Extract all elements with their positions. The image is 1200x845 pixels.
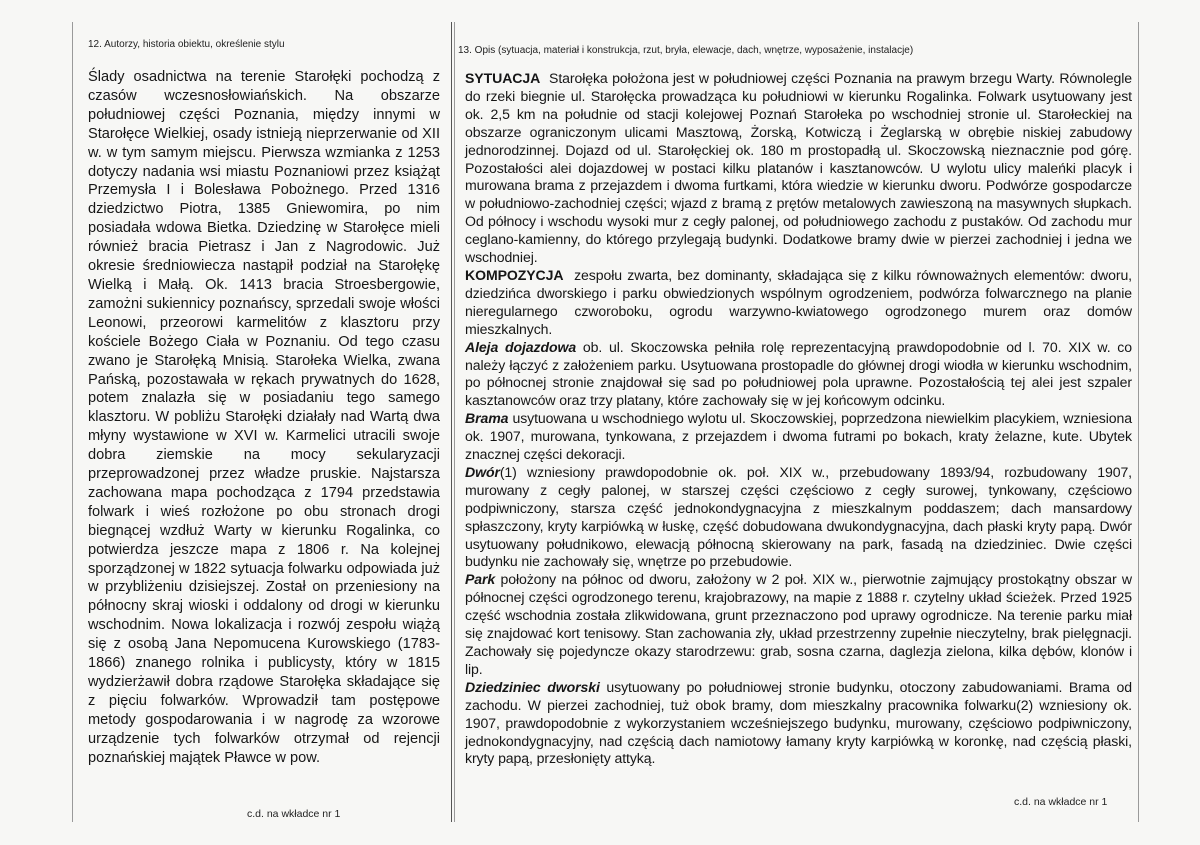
left-section-header: 12. Autorzy, historia obiektu, określenie stylu xyxy=(88,39,285,50)
section-text: zespołu zwarta, bez dominanty, składająca się z kilku równoważnych elementów: dworu, dziedzińca dworskiego i parku obwiedzionych wspólnym ogrodzeniem, podwórza folwarcznego na planie nieregularnego czworoboku, ogrodu warzywno-kwiatowego ogrodzonego murem oraz domów mieszkalnych. xyxy=(465,266,1133,337)
column-divider xyxy=(451,22,452,822)
section-park xyxy=(465,571,1132,678)
history-column xyxy=(88,68,440,768)
section-label: Brama xyxy=(465,410,509,427)
section-label: Aleja dojazdowa xyxy=(465,338,577,355)
left-continuation-note: c.d. na wkładce nr 1 xyxy=(247,808,341,820)
history-text: Ślady osadnictwa na terenie Starołęki pochodzą z czasów wczesnosłowiańskich. Na obszarze południowej części Poznania, między innymi w Starołęce Wielkiej, osady istnieją nieprzerwanie od XII w. w tym samym miejscu. Pierwsza wzmianka z 1253 dotyczy nadania wsi miastu Poznaniowi przez książąt Przemysła I i Bolesława Pobożnego. Przed 1316 dziedzictwo Piotra, 1385 Gniewomira, po nim posiadała wdowa Bietka. Dziedzinę w Starołęce mieli również bracia Pietrasz i Jan z Nagrodowic. Już okresie średniowiecza nastąpił podział na Starołękę Wielką i Małą. Ok. 1413 bracia Stroesbergowie, zamożni sukiennicy poznańscy, sprzedali swoje włości Leonowi, przeorowi karmelitów z klasztoru przy kościele Bożego Ciała w Poznaniu. Od tego czasu zwano je Starołęką Mnisią. Starołeka Wielka, zwana Pańską, pozostawała w rękach prywatnych do 1628, potem znalazła się w posiadaniu tego samego klasztoru. W pobliżu Starołęki działały nad Wartą dwa młyny wystawione w XVI w. Karmelici utracili swoje dobra ziemskie na mocy sekularyzacji przeprowadzonej przez władze pruskie. Najstarsza zachowana mapa pochodząca z 1794 przedstawia folwark i wieś rozłożone po obu stronach drogi biegnącej wzdłuż Warty w kierunku Rogalinka, co potwierdza jeszcze mapa z 1806 r. Na kolejnej sporządzonej w 1822 sytuacja folwarku odpowiada już w przybliżeniu dzisiejszej. Został on przeniesiony na północny skraj wioski i oddalony od drogi w kierunku wschodnim. Nowa lokalizacja i rozwój zespołu wiążą się z osobą Jana Nepomucena Kurowskiego (1783-1866) znanego rolnika i publicysty, który w 1815 wydzierżawił dobra rządowe Starołęka składające się z pięciu folwarków. Wprowadził tam postępowe metody gospodarowania i w nagrodę za wzorowe urządzenie tych folwarków otrzymał od rejencji poznańskiej majątek Pławce w pow. xyxy=(88,69,440,766)
section-text: położony na północ od dworu, założony w 2 poł. XIX w., pierwotnie zajmujący prostokątny obszar w północnej części ogrodzonego terenu, krajobrazowy, na mapie z 1888 r. czytelny układ ścieżek. Przed 1925 część wschodnia została zlikwidowana, grunt przeznaczono pod uprawy ogrodnicze. Na terenie parku miał się znajdować kort tenisowy. Stan zachowania zły, układ przestrzenny zupełnie nieczytelny, brak pielęgnacji. Zachowały się pojedyncze okazy starodrzewu: grab, sosna czarna, daglezja zielona, kilka dębów, klonów i lip. xyxy=(465,571,1132,677)
section-label: Dziedziniec dworski xyxy=(465,678,600,695)
section-text: usytuowany po południowej stronie budynku, otoczony zabudowaniami. Brama od zachodu. W pierzei zachodniej, tuż obok bramy, dom mieszkalny pracownika folwarku(2) wzniesiony ok. 1907, prawdopodobnie z wykorzystaniem wcześniejszego budynku, murowany, częściowo podpiwniczony, jednokondygnacyjny, nad częścią dach namiotowy łamany kryty karpiówką w koronkę, nad częścią płaski, kryty papą, przesłonięty attyką. xyxy=(465,678,1132,767)
section-label: SYTUACJA xyxy=(465,70,541,86)
description-column xyxy=(465,70,1132,768)
section-text: (1) wzniesiony prawdopodobnie ok. poł. XIX w., przebudowany 1893/94, rozbudowany 1907, murowany z cegły palonej, w starszej części częściowo z cegły surowej, tynkowany, częściowo podpiwniczony, starsza część jednokondygnacyjna z mieszkalnym poddaszem; dach mansardowy spłaszczony, kryty karpiówką w łuskę, część dobudowana dwukondygnacyjna, dach płaski kryty papą. Dwór usytuowany południkowo, elewacją północną skierowany na park, fasadą na dziedziniec. Dwie części budynku nie zachowały się, wnętrze po przebudowie. xyxy=(465,463,1132,570)
section-text: ob. ul. Skoczowska pełniła rolę reprezentacyjną prawdopodobnie od l. 70. XIX w. co należy łączyć z założeniem parku. Usytuowana prostopadle do głównej drogi wiodła w kierunku wschodnim, po północnej stronie znajdował się sad po południowej pola uprawne. Pozostałością tej alei jest szpaler kasztanowców oraz trzy platany, które zachowały się w jej końcowym odcinku. xyxy=(465,338,1132,409)
right-section-header: 13. Opis (sytuacja, materiał i konstrukcja, rzut, bryła, elewacje, dach, wnętrze, wyposażenie, instalacje) xyxy=(458,45,914,56)
section-aleja-dojazdowa xyxy=(465,339,1132,411)
section-dziedziniec xyxy=(465,679,1132,769)
section-text: usytuowana u wschodniego wylotu ul. Skoczowskiej, poprzedzona niewielkim placykiem, wzniesiona ok. 1907, murowana, tynkowana, z przejazdem i dwoma futrami po bokach, kraty żelazne, kute. Ubytek znacznej części dekoracji. xyxy=(465,410,1132,463)
section-label: Dwór xyxy=(465,463,500,480)
section-brama xyxy=(465,410,1132,464)
section-kompozycja xyxy=(465,267,1132,339)
section-label: KOMPOZYCJA xyxy=(465,266,564,283)
section-label: Park xyxy=(465,571,496,588)
right-border-line xyxy=(1138,22,1139,822)
section-sytuacja xyxy=(465,70,1132,267)
left-border-line xyxy=(72,22,73,822)
column-divider-secondary xyxy=(454,22,455,822)
section-text: Starołęka położona jest w południowej części Poznania na prawym brzegu Warty. Równolegle do rzeki biegnie ul. Starołęcka prowadząca ku południowi w kierunku Rogalinka. Folwark usytuowany jest ok. 2,5 km na południe od stacji kolejowej Poznań Starołeka po wschodniej stronie ul. Starołeckiej na obszarze ograniczonym ulicami Masztową, Żorską, Kotwiczą i Żeglarską w obrębie niskiej zabudowy jednorodzinnej. Dojazd od ul. Starołęckiej ok. 180 m prostopadłą ul. Skoczowską nieznacznie pod górę. Pozostałości alei dojazdowej w postaci kilku platanów i kasztanowców. U wylotu ulicy maleńki placyk i murowana brama z przejazdem i dwoma furtkami, która wiedzie w kierunku dworu. Podwórze gospodarcze w południowo-zachodniej części; wjazd z bramą z prętów metalowych zawieszoną na masywnych słupkach. Od północy i wschodu wysoki mur z cegły palonej, od południowego zachodu z pustaków. Od zachodu mur ceglano-kamienny, do którego przylegają budynki. Dodatkowe bramy dwie w pierzei zachodniej i jedna we wschodniej. xyxy=(465,70,1132,266)
section-dwor xyxy=(465,464,1132,571)
right-continuation-note: c.d. na wkładce nr 1 xyxy=(1014,796,1108,808)
